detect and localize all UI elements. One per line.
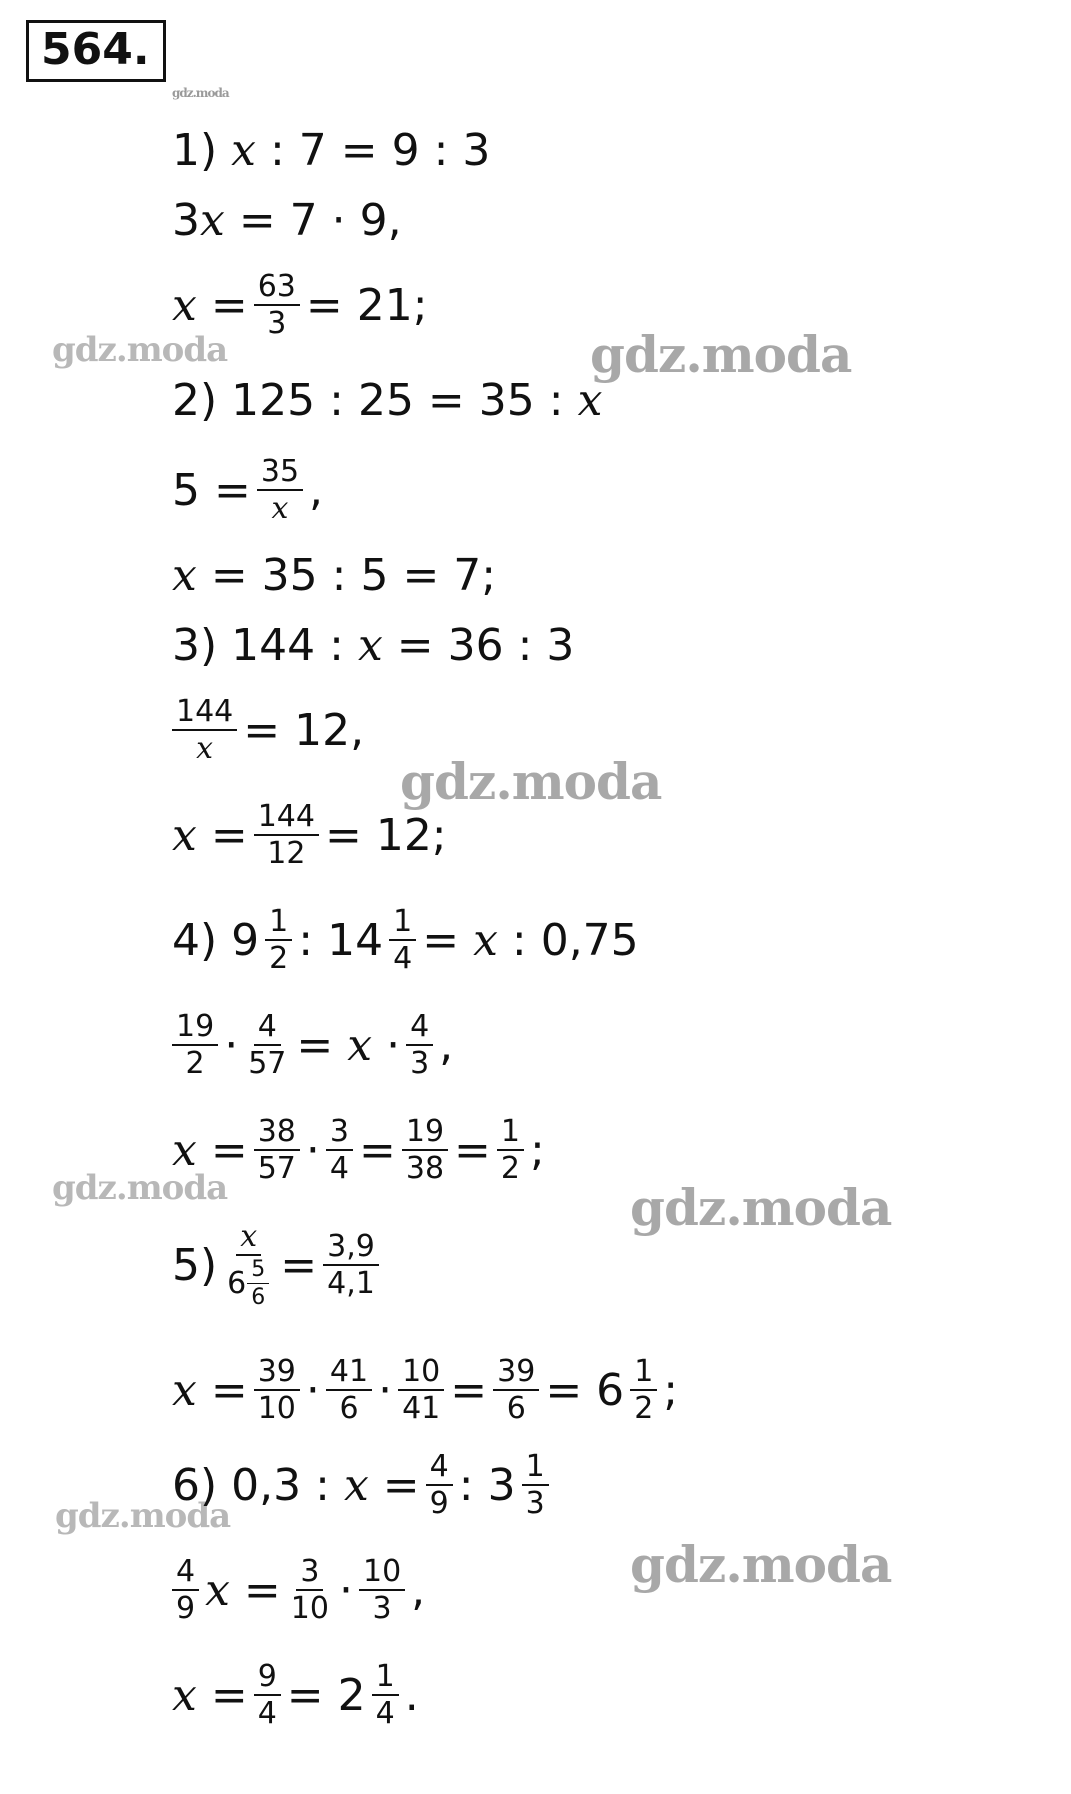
variable-x: x [172, 1124, 197, 1176]
p5-line2 [172, 1345, 678, 1435]
expr: = [296, 1019, 334, 1071]
fraction: 1 4 [372, 1661, 399, 1730]
fraction: $\frac{1}{2}$ [497, 1116, 524, 1185]
p6-line2 [172, 1545, 425, 1635]
expr: · [378, 1364, 393, 1416]
fraction: 19 2 [172, 1011, 218, 1080]
expr: · [305, 1124, 320, 1176]
fraction: $\frac{38}{57}$ [254, 1116, 300, 1185]
expr: : 7 = 9 : 3 [270, 124, 491, 176]
expr: = [210, 1124, 248, 1176]
p6-label: 6) [172, 1459, 218, 1511]
fraction: $\frac{39}{6}$ [493, 1356, 539, 1425]
expr: = 35 : 5 = 7; [210, 549, 497, 601]
expr: = [210, 279, 248, 331]
watermark: gdz.moda [630, 1535, 892, 1594]
expr: · [386, 1019, 401, 1071]
problem-number: 564. [26, 20, 166, 82]
watermark: gdz.moda [52, 1168, 228, 1208]
expr: = [422, 914, 460, 966]
expr: 144 : [231, 619, 344, 671]
expr: 125 : 25 = 35 : [231, 374, 564, 426]
expr: = [280, 1239, 318, 1291]
fraction: $\frac{4}{9}$ [426, 1451, 453, 1520]
expr: = 6 [545, 1364, 625, 1416]
expr: = 7 · 9, [238, 194, 402, 246]
variable-x: x [357, 619, 383, 671]
expr: , [439, 1019, 454, 1071]
expr: = [210, 1364, 248, 1416]
expr: ; [530, 1124, 545, 1176]
expr: = 12, [243, 704, 365, 756]
variable-x: x [200, 194, 225, 246]
expr: = 12; [324, 809, 447, 861]
fraction: $\frac{144}{12}$ [254, 801, 319, 870]
fraction: 4 3 [406, 1011, 433, 1080]
expr: · [305, 1364, 320, 1416]
p3-line3 [172, 790, 447, 880]
p4-line1 [172, 895, 639, 985]
watermark: gdz.moda [172, 86, 229, 100]
expr: = [358, 1124, 396, 1176]
expr: 5 = [172, 464, 251, 516]
p3-line2 [172, 685, 364, 775]
watermark: gdz.moda [630, 1178, 892, 1237]
fraction: $\frac{19}{38}$ [402, 1116, 448, 1185]
fraction: $\frac{9}{4}$ [254, 1661, 281, 1730]
variable-x: x [172, 549, 197, 601]
watermark: gdz.moda [55, 1496, 231, 1536]
fraction: x 6 5 6 [223, 1221, 274, 1310]
p3-label: 3) [172, 619, 218, 671]
mixed-number: 14 1 4 [327, 906, 422, 975]
variable-x: x [205, 1564, 230, 1616]
watermark: gdz.moda [590, 325, 852, 384]
p1-line2 [172, 190, 402, 250]
expr: = [382, 1459, 420, 1511]
expr: . [404, 1669, 419, 1721]
p6-line1 [172, 1440, 555, 1530]
expr: = [450, 1364, 488, 1416]
fraction: 41 6 [326, 1356, 372, 1425]
fraction: $\frac{35}{x}$ [257, 456, 303, 525]
fraction: $\frac{4}{57}$ [248, 1008, 287, 1081]
expr: = [243, 1564, 281, 1616]
p2-line2 [172, 445, 323, 535]
fraction: $\frac{10}{41}$ [398, 1356, 444, 1425]
p5-line1 [172, 1215, 385, 1315]
fraction: $\frac{63}{3}$ [254, 271, 300, 340]
variable-x: x [172, 1364, 197, 1416]
p4-line2 [172, 1000, 453, 1090]
p1-line3 [172, 260, 428, 350]
expr: = [210, 809, 248, 861]
p5-label: 5) [172, 1239, 218, 1291]
expr: , [411, 1564, 426, 1616]
variable-x: x [172, 809, 197, 861]
expr: 3 [172, 194, 200, 246]
expr: = [210, 1669, 248, 1721]
variable-x: x [577, 374, 603, 426]
expr: : 3 [458, 1459, 516, 1511]
expr: · [338, 1564, 353, 1616]
expr: 0,3 : [231, 1459, 330, 1511]
expr: · [224, 1019, 239, 1071]
p2-label: 2) [172, 374, 218, 426]
p6-line3 [172, 1650, 419, 1740]
variable-x: x [347, 1019, 373, 1071]
expr: , [309, 464, 324, 516]
watermark: gdz.moda [52, 330, 228, 370]
fraction: $\frac{39}{10}$ [254, 1356, 300, 1425]
variable-x: x [473, 914, 498, 966]
variable-x: x [172, 1669, 197, 1721]
expr: ; [663, 1364, 679, 1416]
expr: = 2 [286, 1669, 366, 1721]
fraction: 4 9 [172, 1556, 199, 1625]
fraction: $\frac{3,9}{4,1}$ [323, 1231, 379, 1300]
expr: = 36 : 3 [396, 619, 575, 671]
variable-x: x [231, 124, 256, 176]
p2-line1 [172, 370, 602, 430]
variable-x: x [343, 1459, 369, 1511]
expr: : [298, 914, 314, 966]
fraction: $\frac{3}{4}$ [326, 1116, 353, 1185]
watermark: gdz.moda [400, 752, 662, 811]
expr: = [454, 1124, 491, 1176]
p2-line3 [172, 545, 496, 605]
mixed-number: 9 1 2 [231, 906, 298, 975]
expr: : 0,75 [511, 914, 639, 966]
fraction: 1 3 [522, 1451, 549, 1520]
fraction: $\frac{3}{10}$ [290, 1553, 329, 1626]
p1-label: 1) [172, 124, 218, 176]
expr: = 21; [305, 279, 428, 331]
p4-label: 4) [172, 914, 218, 966]
fraction: 10 3 [359, 1556, 405, 1625]
variable-x: x [172, 279, 197, 331]
fraction: $\frac{144}{x}$ [172, 696, 237, 765]
p3-line1 [172, 615, 574, 675]
p1-line1 [172, 120, 490, 180]
fraction: 1 2 [630, 1356, 657, 1425]
p4-line3 [172, 1105, 545, 1195]
